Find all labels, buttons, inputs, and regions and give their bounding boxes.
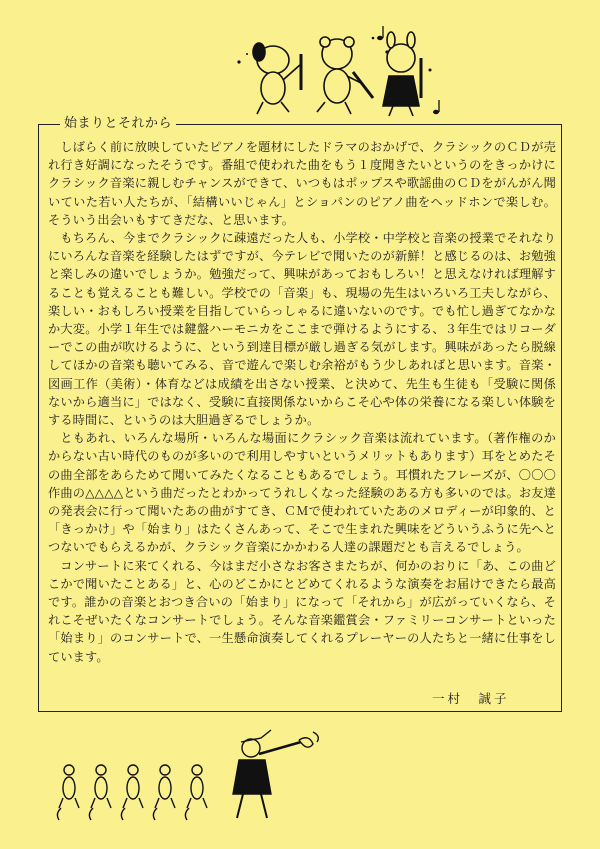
paragraph-2: もちろん、今までクラシックに疎遠だった人も、小学校・中学校と音楽の授業でそれなりにいろんな音楽を経験したはずですが、今テレビで聞いたのが新鮮！と感じるのは、お勉強と楽しみの違いでしょうか。勉強だって、興味があっておもしろい！と思えなければ理解することも覚えることも難しい。学校での「音楽」も、現場の先生はいろいろ工夫しながら、楽しい・おもしろい授業を目指していらっしゃるに違いないのです。でも忙し過ぎてなかなか大変。小学１年生では鍵盤ハーモニカをここまで弾けるようにする、３年生ではリコーダーでこの曲が吹けるように、という到達目標が厳し過ぎる気がします。興味があったら脱線してほかの音楽も聴いてみる、音で遊んで楽しむ余裕がもう少しあればと思います。音楽・図画工作（美術）・体育などは成績を出さない授業、と決めて、先生も生徒も「受験に関係ないから適当に」ではなく、受験に直接関係ないからこそ心や体の栄養になる楽しい体験をする時間に、というのは大胆過ぎるでしょうか。 [48, 231, 556, 428]
author-signature: 一村 誠子 [432, 691, 510, 706]
musician-animals-icon [225, 18, 460, 123]
article-body [48, 138, 556, 666]
paragraph-1: しばらく前に放映していたピアノを題材にしたドラマのおかげで、クラシックのＣＤが売れ行き好調になったそうです。番組で使われた曲をもう１度聞きたいというのをきっかけにクラシック音楽に親しむチャンスができて、いつもはポップスや歌謡曲のＣＤをがんがん聞いていた若い人たちが、「結構いいじゃん」とショパンのピアノ曲をヘッドホンで楽しむ。そういう出会いもすてきだな、と思います。 [48, 140, 556, 227]
pied-piper-icon [55, 728, 335, 828]
paragraph-3: ともあれ、いろんな場所・いろんな場面にクラシック音楽は流れています。（著作権のかからない古い時代のものが多いので利用しやすいというメリットもあります）耳をとめたその曲全部をあらためて聞いてみたくなることもあるでしょう。耳慣れたフレーズが、〇〇〇作曲の△△△△という曲だったとわかってうれしくなった経験のある方も多いのでは。お友達の発表会に行って聞いたあの曲がすてき、ＣＭで使われていたあのメロディーが印象的、と「きっかけ」や「始まり」はたくさんあって、そこで生まれた興味をどういうふうに先へとつないでもらえるかが、クラシック音楽にかかわる人達の課題だとも言えるでしょう。 [48, 431, 556, 555]
article-title: 始まりとそれから [60, 116, 176, 132]
paragraph-4: コンサートに来てくれる、今はまだ小さなお客さまたちが、何かのおりに「あ、この曲どこかで聞いたことある」と、心のどこかにとどめてくれるような演奏をお届けできたら最高です。誰かの音楽とおつき合いの「始まり」になって「それから」が広がっていくなら、それこそぜいたくなコンサートでしょう。そんな音楽鑑賞会・ファミリーコンサートといった「始まり」のコンサートで、一生懸命演奏してくれるプレーヤーの人たちと一緒に仕事をしています。 [48, 558, 556, 664]
